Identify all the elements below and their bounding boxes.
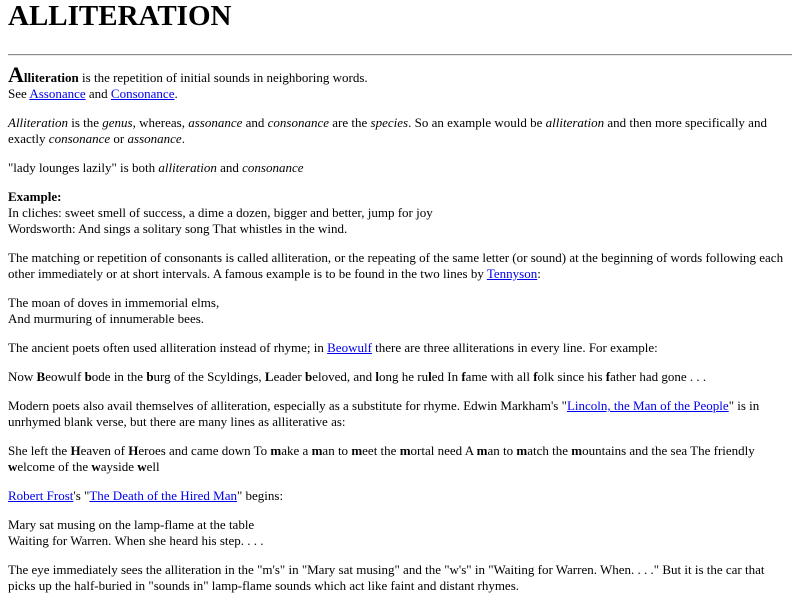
- title-divider: [8, 54, 792, 56]
- text-run: The moan of doves in immemorial elms,: [8, 295, 220, 310]
- text-run: elcome of the: [17, 459, 92, 474]
- text-run: eowulf: [45, 369, 85, 384]
- text-run: and: [216, 160, 243, 175]
- text-run: Wordsworth: And sings a solitary song That whistles in the wind.: [8, 221, 348, 236]
- text-run: olk since his: [537, 369, 606, 384]
- text-run: lliteration: [23, 70, 79, 85]
- page-title: ALLITERATION: [8, 0, 232, 32]
- ancient-poets-paragraph: [8, 340, 792, 356]
- text-run: consonance: [242, 160, 304, 175]
- text-run: b: [146, 369, 154, 384]
- text-run: f: [461, 369, 466, 384]
- text-run: ed In: [431, 369, 462, 384]
- text-run: are the: [329, 115, 371, 130]
- text-run: . So an example would be: [408, 115, 546, 130]
- text-run: is the: [67, 115, 103, 130]
- text-run: alliteration: [158, 160, 217, 175]
- text-run: , whereas,: [132, 115, 189, 130]
- frost-quote: [8, 517, 792, 549]
- text-run: The eye immediately sees the alliteration in the "m's" in "Mary sat musing" and the "w's" in "Waiting for Warren. When. . . ." But it is the car that picks up the half-buried in "sounds in" lamp-flame sounds which act like faint and distant rhymes.: [8, 562, 765, 593]
- text-run: :: [537, 266, 541, 281]
- document-body: [8, 64, 792, 594]
- text-run: "lady lounges lazily" is both: [8, 160, 159, 175]
- text-run: The ancient poets often used alliteration instead of rhyme; in: [8, 340, 328, 355]
- text-run: there are three alliterations in every line. For example:: [371, 340, 658, 355]
- link-tennyson[interactable]: Tennyson: [486, 266, 538, 281]
- text-run: Waiting for Warren. When she heard his step. . . .: [8, 533, 264, 548]
- text-run: ake a: [281, 443, 312, 458]
- link-assonance[interactable]: Assonance: [29, 86, 86, 101]
- text-run: m: [270, 443, 282, 458]
- text-run: Example:: [8, 189, 62, 204]
- text-run: H: [70, 443, 81, 458]
- text-run: f: [533, 369, 538, 384]
- text-run: The matching or repetition of consonants is called alliteration, or the repeating of the same letter (or sound) at the beginning of words following each other immediately or at short intervals. A famous example is to be found in the two lines by: [8, 250, 784, 281]
- matching-definition-paragraph: [8, 250, 792, 282]
- text-run: m: [516, 443, 528, 458]
- text-run: assonance: [127, 131, 182, 146]
- text-run: B: [36, 369, 46, 384]
- link-robert-frost[interactable]: Robert Frost: [8, 488, 74, 503]
- text-run: m: [476, 443, 488, 458]
- text-run: " is in unrhymed blank verse, but there are many lines as alliterative as:: [8, 398, 760, 429]
- text-run: eaven of: [80, 443, 129, 458]
- text-run: A: [8, 62, 24, 87]
- text-run: or: [110, 131, 128, 146]
- text-run: an to: [322, 443, 352, 458]
- text-run: an to: [487, 443, 517, 458]
- text-run: m: [571, 443, 583, 458]
- text-run: and then more specifically and exactly: [8, 115, 767, 146]
- text-run: ather had gone . . .: [610, 369, 707, 384]
- text-run: species: [370, 115, 409, 130]
- text-run: w: [137, 459, 147, 474]
- text-run: eroes and came down To: [138, 443, 271, 458]
- text-run: eloved, and: [312, 369, 376, 384]
- text-run: And murmuring of innumerable bees.: [8, 311, 205, 326]
- text-run: consonance: [48, 131, 111, 146]
- link-lincoln-the-man-of-the-people[interactable]: Lincoln, the Man of the People: [566, 398, 729, 413]
- text-run: " begins:: [236, 488, 284, 503]
- text-run: Mary sat musing on the lamp-flame at the table: [8, 517, 255, 532]
- text-run: .: [181, 131, 185, 146]
- text-run: alliteration: [545, 115, 605, 130]
- example-block: [8, 189, 792, 237]
- text-run: H: [128, 443, 139, 458]
- link-beowulf[interactable]: Beowulf: [327, 340, 372, 355]
- text-run: b: [304, 369, 313, 384]
- text-run: L: [264, 369, 274, 384]
- text-run: and: [85, 86, 111, 101]
- lady-lounges-line: [8, 160, 792, 176]
- tennyson-quote: [8, 295, 792, 327]
- text-run: b: [84, 369, 92, 384]
- markham-quote: [8, 443, 792, 475]
- text-run: In cliches: sweet smell of success, a dime a dozen, bigger and better, jump for joy: [8, 205, 433, 220]
- text-run: She left the: [8, 443, 71, 458]
- text-run: ame with all: [465, 369, 534, 384]
- text-run: l: [375, 369, 379, 384]
- genus-species-paragraph: [8, 115, 792, 147]
- text-run: ountains and the sea The friendly: [582, 443, 755, 458]
- text-run: l: [428, 369, 432, 384]
- text-run: atch the: [527, 443, 572, 458]
- text-run: m: [351, 443, 363, 458]
- text-run: ell: [146, 459, 160, 474]
- text-run: f: [605, 369, 611, 384]
- text-run: m: [311, 443, 323, 458]
- text-run: eader: [273, 369, 305, 384]
- text-run: See: [8, 86, 30, 101]
- text-run: urg of the Scyldings,: [153, 369, 265, 384]
- link-the-death-of-the-hired-man[interactable]: The Death of the Hired Man: [89, 488, 237, 503]
- text-run: Alliteration: [8, 115, 68, 130]
- text-run: ortal need A: [410, 443, 477, 458]
- text-run: Modern poets also avail themselves of alliteration, especially as a substitute for rhyme. Edwin Markham's ": [8, 398, 567, 413]
- text-run: Now: [8, 369, 37, 384]
- text-run: m: [399, 443, 411, 458]
- frost-intro-paragraph: [8, 488, 792, 504]
- text-run: ayside: [100, 459, 138, 474]
- text-run: w: [91, 459, 101, 474]
- link-consonance[interactable]: Consonance: [110, 86, 175, 101]
- text-run: ode in the: [91, 369, 147, 384]
- text-run: 's ": [73, 488, 90, 503]
- text-run: .: [174, 86, 178, 101]
- modern-poets-paragraph: [8, 398, 792, 430]
- text-run: assonance: [188, 115, 243, 130]
- text-run: w: [8, 459, 18, 474]
- text-run: consonance: [267, 115, 330, 130]
- closing-paragraph: [8, 562, 792, 594]
- intro-paragraph: [8, 64, 792, 102]
- text-run: ong he ru: [378, 369, 429, 384]
- text-run: genus: [102, 115, 133, 130]
- text-run: eet the: [362, 443, 400, 458]
- text-run: is the repetition of initial sounds in neighboring words.: [78, 70, 368, 85]
- beowulf-quote: [8, 369, 792, 385]
- text-run: and: [242, 115, 268, 130]
